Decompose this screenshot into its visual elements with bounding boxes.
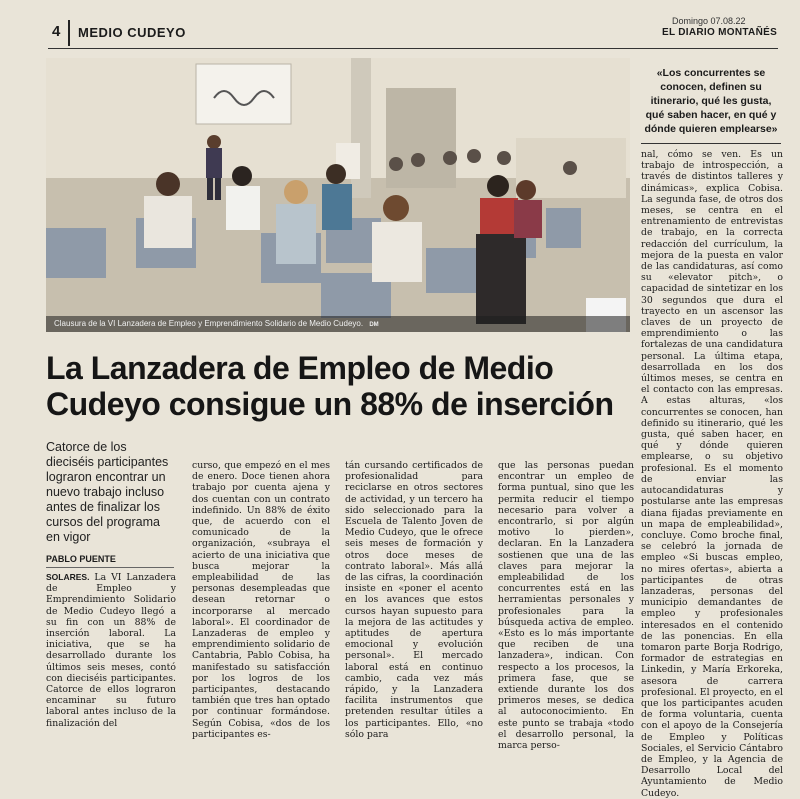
byline: PABLO PUENTE [46, 554, 174, 568]
section-title: MEDIO CUDEYO [78, 25, 186, 40]
photo-caption [46, 316, 630, 332]
page-number: 4 [52, 23, 61, 40]
body-column-1 [46, 572, 176, 729]
dateline: SOLARES. [46, 572, 90, 582]
header-divider [68, 20, 70, 46]
article-photo [46, 58, 630, 332]
body-text: tán cursando certificados de profesionalidad para reciclarse en otros sectores de actividad, y un tercero ha sido seleccionado para la Escuela de Talento Joven de Medio Cudeyo, que le ofrece seis meses de formación y otros doce meses de contrato laboral». Más allá de las cifras, la coordinación insiste en «poner el acento en los avances que estos cursos hayan supuesto para la mejora de las actitudes y aptitudes de apertura emocional y evolución personal». El mercado laboral está en continuo cambio, cada vez más rápido, y la Lanzadera facilita instrumentos que pretenden resultar útiles a los participantes. Ello, «no sólo para [345, 460, 483, 740]
body-text: curso, que empezó en el mes de enero. Doce tienen ahora trabajo por cuenta ajena y dos cuentan con un contrato indefinido. Un 88% de éxito que, de acuerdo con el comunicado de la organización, «subraya el acierto de una iniciativa que busca mejorar la empleabilidad de las personas desempleadas que desean retornar o incorporarse al mercado laboral». El coordinador de Lanzaderas de empleo y emprendimiento solidario de Cantabria, Pablo Cobisa, ha manifestado su satisfacción por los logros de los participantes, destacando también que tres han optado por continuar formándose. Según Cobisa, «dos de los participantes es- [192, 460, 330, 740]
body-column-3 [345, 460, 483, 740]
page-header [0, 0, 800, 50]
body-column-2 [192, 460, 330, 740]
newspaper-name: EL DIARIO MONTAÑÉS [662, 27, 778, 38]
body-paragraph [46, 572, 176, 729]
body-text: nal, cómo se ven. Es un trabajo de introspección, a través de distintos talleres y dinámicas», explica Cobisa. La segunda fase, de otros dos meses, se centra en el entrenamiento de entrevistas de trabajo, en la correcta redacción del currículum, la mejora de la puesta en valor de las candidaturas, así como su «elevator pitch», o capacidad de sintetizar en los 30 segundos que dura el trayecto en un ascensor las claves de un proyecto de emprendimiento o las fortalezas de una candidatura personal. La última etapa, desarrollada en los dos últimos meses, se centra en el contacto con las empresas. A estas alturas, «los concurrentes se conocen, han definido su itinerario, qué les gusta, qué saben hacer, en qué y dónde quieren emplearse, o su objetivo profesional. Es el momento de enviar las autocandidaturas y postularse ante las empresas diana fijadas previamente en un mapa de empleabilidad», concluye. Como broche final, se celebró la jornada de empleo «Si buscas empleo, no mires ofertas», abierta a participantes de otras lanzaderas, personas del municipio demandantes de empleo y profesionales interesados en el contenido de las ponencias. En ella tomaron parte Borja Rodrigo, formador de estrategias en Linkedin, y María Erkoreka, asesora de carrera profesional. El proyecto, en el que los participantes acuden de forma voluntaria, cuenta con el apoyo de la Consejería de Empleo y Políticas Sociales, el Servicio Cántabro de Empleo, y la Agencia de Desarrollo Local del Ayuntamiento de Medio Cudeyo. [641, 149, 783, 799]
subheadline: Catorce de los dieciséis participantes lograron encontrar un nuevo trabajo incluso antes de finalizar los cursos del programa en vigor [46, 440, 169, 544]
header-date: Domingo 07.08.22 [672, 16, 746, 26]
body-column-4 [498, 460, 634, 752]
headline: La Lanzadera de Empleo de Medio Cudeyo consigue un 88% de inserción [46, 350, 614, 422]
body-column-5 [641, 149, 783, 799]
body-text: La VI Lanzadera de Empleo y Emprendimiento Solidario de Medio Cudeyo llegó a su fin con un 88% de inserción laboral. La iniciativa, que se ha desarrollado durante los últimos seis meses, contó con dieciséis participantes. Catorce de ellos lograron encaminar su futuro laboral antes incluso de la finalización del [46, 572, 176, 729]
header-rule [48, 48, 778, 49]
photo-illustration [46, 58, 630, 332]
body-text: que las personas puedan encontrar un empleo de forma puntual, sino que les permita reducir el tiempo necesario para volver a encontrarlo, si por algún motivo lo pierden», declaran. En la Lanzadera sostienen que una de las claves para mejorar la empleabilidad de los concurrentes está en las herramientas personales y profesionales para la búsqueda activa de empleo. «Esto es lo más importante que reciben de una lanzadera», indican. Con respecto a los procesos, la primera fase, que se extiende durante los dos primeros meses, se dedica al autoconocimiento. En este punto se trabaja «todo el desarrollo personal, la marca perso- [498, 460, 634, 752]
photo-credit: DM [369, 322, 379, 328]
pull-quote-rule [641, 143, 781, 144]
pull-quote: «Los concurrentes se conocen, definen su itinerario, qué les gusta, qué saben hacer, en qué y dónde quieren emplearse» [644, 67, 778, 135]
photo-caption-text: Clausura de la VI Lanzadera de Empleo y Emprendimiento Solidario de Medio Cudeyo. [54, 319, 364, 328]
